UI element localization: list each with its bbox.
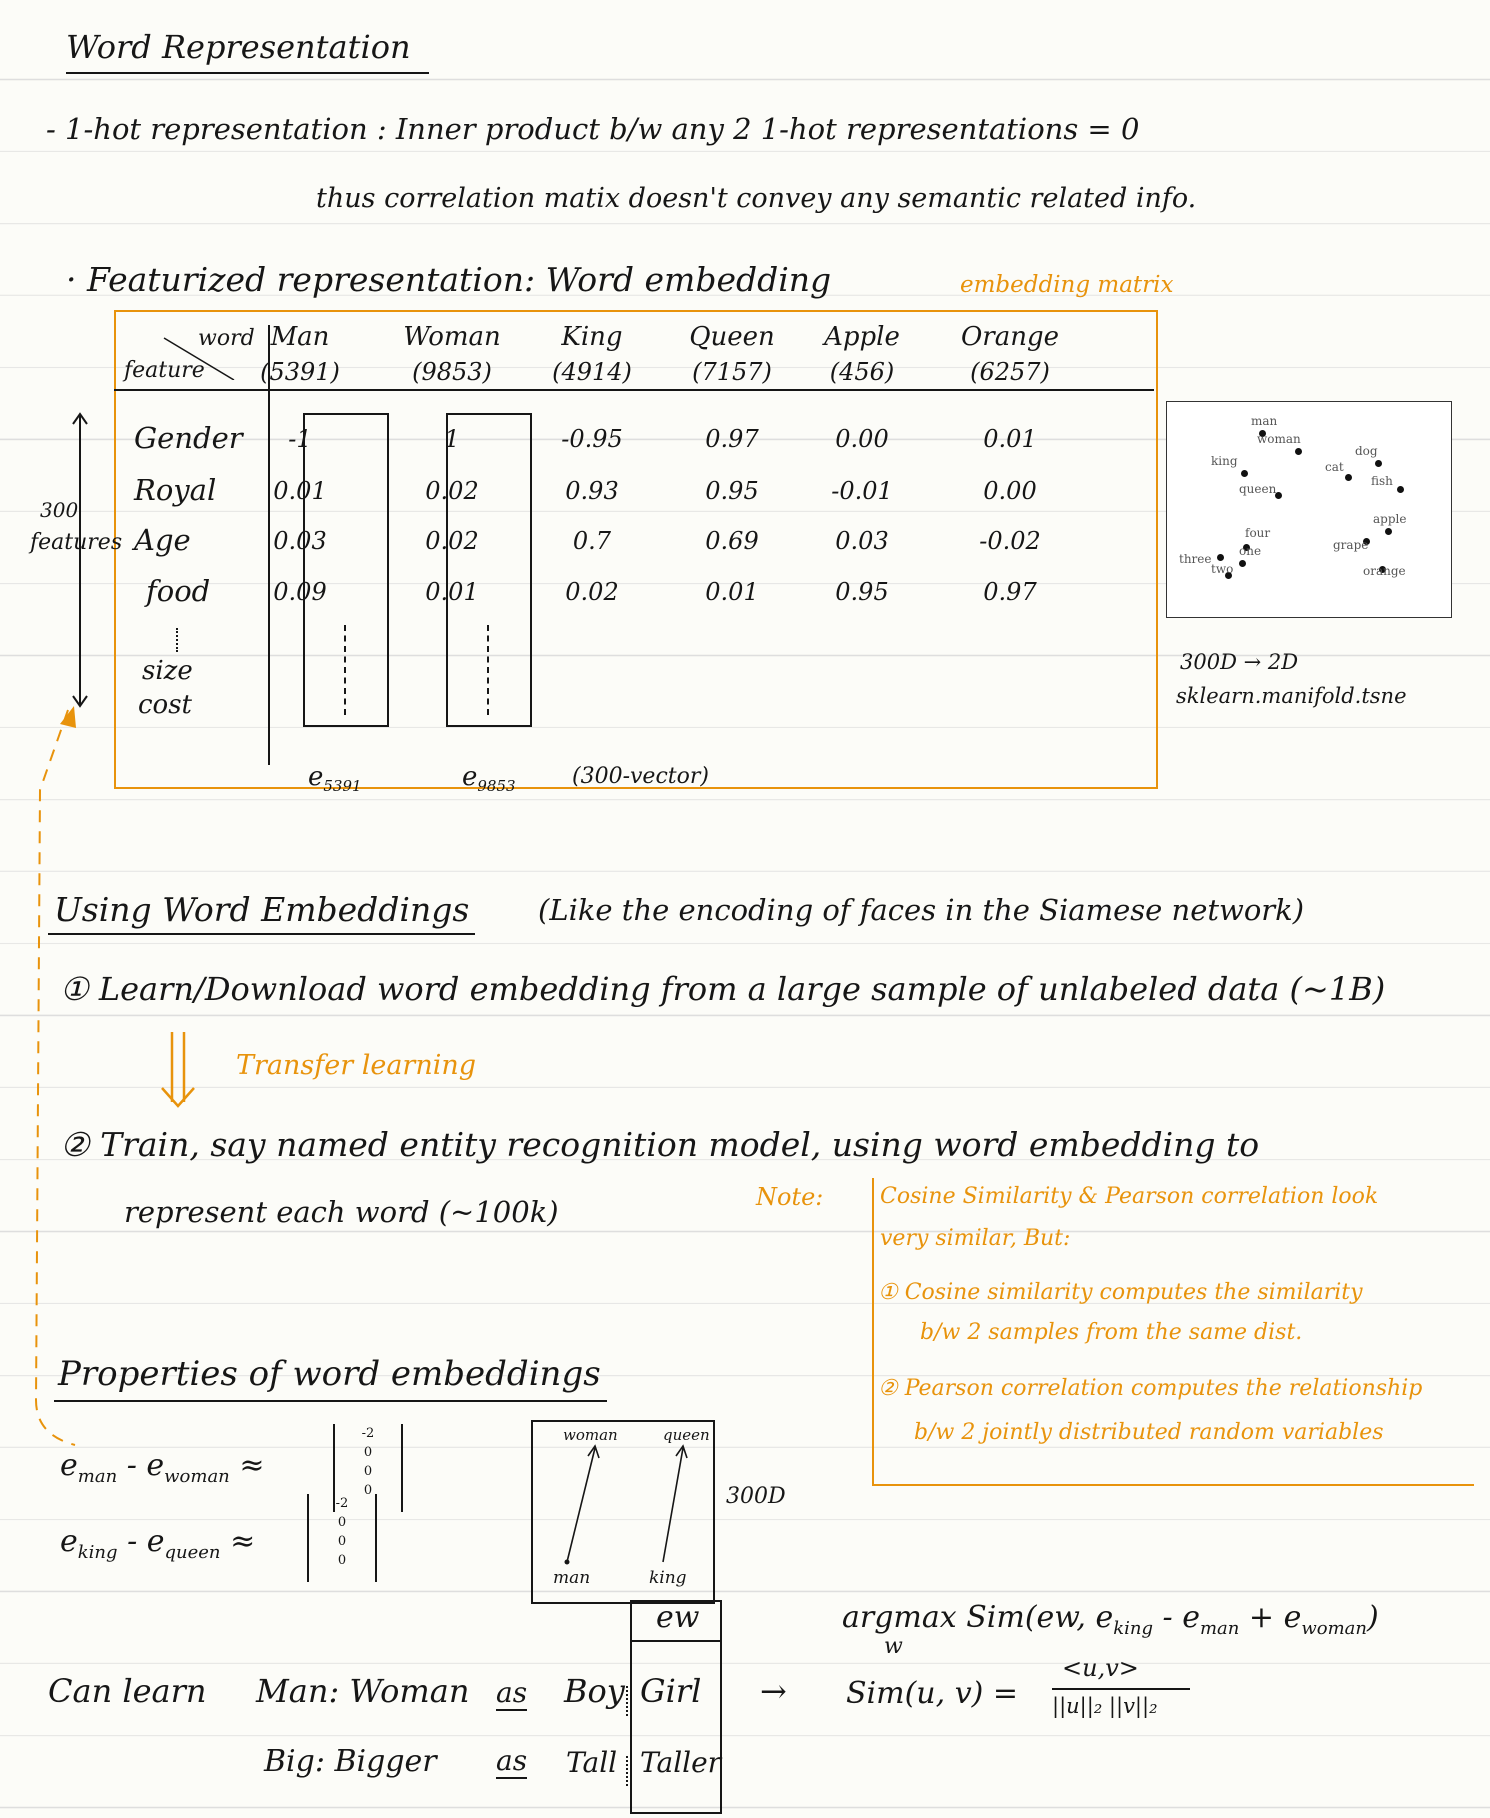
column-header-queen: Queen <box>689 322 775 352</box>
feature-age: Age <box>134 523 191 557</box>
table-cell: 0.03 <box>835 527 889 555</box>
analogy-row2-c: Taller <box>640 1746 722 1779</box>
table-cell: 0.01 <box>273 477 327 505</box>
side-features: features <box>30 530 123 555</box>
tsne-caption-2: sklearn.manifold.tsne <box>1176 684 1407 708</box>
vector-entry: 0 <box>337 1553 347 1568</box>
side-300: 300 <box>40 498 79 522</box>
tsne-plot <box>1166 401 1452 618</box>
man-vector-box <box>303 413 389 727</box>
tsne-point-apple <box>1385 528 1392 535</box>
column-header-woman: Woman <box>403 322 501 352</box>
tsne-label-cat: cat <box>1325 460 1344 474</box>
page-title: Word Representation <box>66 28 429 74</box>
vector-entry: 0 <box>363 1483 373 1498</box>
using-heading-note: (Like the encoding of faces in the Siamese network) <box>538 893 1305 927</box>
vector-2 <box>307 1494 377 1582</box>
column-index-man: (5391) <box>260 358 340 386</box>
column-index-woman: (9853) <box>412 358 492 386</box>
analogy-row1-b: Boy <box>564 1672 625 1710</box>
table-cell: 0.02 <box>565 578 619 606</box>
column-header-man: Man <box>270 322 330 352</box>
table-cell: -0.02 <box>979 527 1041 555</box>
table-cell: 0.02 <box>425 477 479 505</box>
corner-word: word <box>198 326 255 351</box>
tsne-label-queen: queen <box>1239 482 1277 496</box>
diagram-queen: queen <box>663 1426 710 1444</box>
diagram-300d: 300D <box>726 1484 786 1509</box>
e-man-label: $e_{5391}$ <box>308 762 362 796</box>
tsne-point-woman <box>1295 448 1302 455</box>
dashed-link-arrow <box>20 700 90 1460</box>
featurized-heading: · Featurized representation: Word embedding <box>66 260 832 299</box>
sim-denominator: ||u||₂ ||v||₂ <box>1052 1694 1158 1718</box>
transfer-arrow <box>158 1030 198 1108</box>
note-line-4: b/w 2 samples from the same dist. <box>920 1320 1303 1345</box>
column-header-king: King <box>561 322 623 352</box>
tsne-label-woman: woman <box>1257 432 1301 446</box>
corner-feature: feature <box>124 358 205 383</box>
analogy-row2-a: Big: Bigger <box>264 1744 437 1779</box>
embedding-matrix-label: embedding matrix <box>960 272 1174 298</box>
column-index-king: (4914) <box>552 358 632 386</box>
note-line-5: ② Pearson correlation computes the relationship <box>878 1376 1423 1401</box>
table-cell: -0.95 <box>561 425 623 453</box>
transfer-learning: Transfer learning <box>236 1050 477 1081</box>
column-index-queen: (7157) <box>692 358 772 386</box>
vector-entry: 0 <box>337 1534 347 1549</box>
onehot-line-2: thus correlation matix doesn't convey any semantic related info. <box>316 183 1197 214</box>
table-cell: 0.00 <box>983 477 1037 505</box>
argmax-expression: argmax Sim(ew, $e_{king} - e_{man} + e_{woman}$) <box>842 1600 1379 1639</box>
column-header-apple: Apple <box>824 322 900 352</box>
tsne-point-three <box>1217 554 1224 561</box>
arrow-right: → <box>760 1672 787 1710</box>
analogy-row2-as: as <box>496 1744 528 1777</box>
ew-colon-1 <box>626 1686 628 1716</box>
feature-food: food <box>146 574 211 608</box>
ew-label: ew <box>656 1600 700 1635</box>
step-2-line-1: ② Train, say named entity recognition model, using word embedding to <box>60 1125 1260 1164</box>
column-index-apple: (456) <box>829 358 895 386</box>
tsne-label-grape: grape <box>1333 538 1369 552</box>
tsne-label-dog: dog <box>1355 444 1378 458</box>
analogy-diagram <box>531 1420 715 1604</box>
vector-entry: -2 <box>335 1496 349 1511</box>
note-line-1: Cosine Similarity & Pearson correlation look <box>880 1184 1379 1209</box>
tsne-label-one: one <box>1239 544 1262 558</box>
note-line-2: very similar, But: <box>880 1226 1071 1251</box>
properties-heading: Properties of word embeddings <box>54 1354 607 1402</box>
argmax-w: w <box>884 1634 903 1659</box>
tsne-label-orange: orange <box>1363 564 1406 578</box>
column-header-orange: Orange <box>960 322 1060 352</box>
tsne-point-cat <box>1345 474 1352 481</box>
vector-entry: 0 <box>337 1515 347 1530</box>
table-cell: 0.01 <box>705 578 759 606</box>
using-heading: Using Word Embeddings <box>48 890 475 935</box>
analogy-row1-c: Girl <box>640 1672 702 1710</box>
ew-divider <box>630 1640 722 1642</box>
feature-gender: Gender <box>134 421 243 455</box>
man-dashes <box>344 625 346 715</box>
step-2-line-2: represent each word (~100k) <box>124 1195 559 1229</box>
table-cell: 0.01 <box>425 578 479 606</box>
table-cell: 0.69 <box>705 527 759 555</box>
table-cell: 1 <box>444 425 460 453</box>
table-cell: 0.7 <box>572 527 612 555</box>
table-cell: 0.97 <box>705 425 759 453</box>
sim-numerator: <u,v> <box>1062 1654 1139 1682</box>
table-cell: 0.03 <box>273 527 327 555</box>
feature-size: size <box>142 656 193 686</box>
diagram-woman: woman <box>563 1426 618 1444</box>
feature-cost: cost <box>138 690 193 720</box>
tsne-point-king <box>1241 470 1248 477</box>
diagram-man: man <box>553 1568 591 1588</box>
column-index-orange: (6257) <box>970 358 1050 386</box>
note-label: Note: <box>756 1183 824 1211</box>
tsne-label-three: three <box>1179 552 1212 566</box>
vector-entry: 0 <box>363 1445 373 1460</box>
table-cell: 0.02 <box>425 527 479 555</box>
equation-man-woman: $e_{man} - e_{woman}$ ≈ <box>60 1448 265 1487</box>
vector-entry: 0 <box>363 1464 373 1479</box>
woman-dashes <box>487 625 489 715</box>
tsne-point-fish <box>1397 486 1404 493</box>
tsne-point-one <box>1239 560 1246 567</box>
tsne-label-fish: fish <box>1371 474 1393 488</box>
table-cell: 0.01 <box>983 425 1037 453</box>
feature-royal: Royal <box>134 473 217 507</box>
tsne-label-king: king <box>1211 454 1238 468</box>
feature-ellipsis <box>176 628 178 652</box>
table-cell: 0.93 <box>565 477 619 505</box>
analogy-row2-b: Tall <box>566 1746 618 1779</box>
analogy-row1-a: Man: Woman <box>256 1672 470 1710</box>
e-woman-label: $e_{9853}$ <box>462 762 516 796</box>
analogy-row1-as: as <box>496 1676 528 1709</box>
ew-colon-2 <box>626 1756 628 1786</box>
vector-entry: -2 <box>361 1426 375 1441</box>
tsne-label-four: four <box>1245 526 1271 540</box>
step-1: ① Learn/Download word embedding from a large sample of unlabeled data (~1B) <box>60 970 1386 1008</box>
tsne-label-two: two <box>1211 562 1234 576</box>
onehot-line-1: - 1-hot representation : Inner product b/w any 2 1-hot representations = 0 <box>46 112 1140 146</box>
tsne-point-dog <box>1375 460 1382 467</box>
table-cell: -0.01 <box>831 477 893 505</box>
sim-formula: Sim(u, v) = <box>846 1676 1019 1711</box>
diagram-king: king <box>649 1568 687 1588</box>
table-cell: 0.95 <box>705 477 759 505</box>
sim-fraction-bar <box>1052 1688 1190 1690</box>
woman-vector-box <box>446 413 532 727</box>
features-range-arrow <box>70 410 90 710</box>
tsne-label-apple: apple <box>1373 512 1407 526</box>
tsne-caption-1: 300D → 2D <box>1180 650 1299 674</box>
equation-king-queen: $e_{king} - e_{queen}$ ≈ <box>60 1524 256 1563</box>
tsne-label-man: man <box>1251 414 1278 428</box>
table-cell: 0.00 <box>835 425 889 453</box>
header-divider <box>114 389 1154 391</box>
note-line-3: ① Cosine similarity computes the similarity <box>878 1280 1363 1305</box>
table-cell: -1 <box>288 425 312 453</box>
table-cell: 0.97 <box>983 578 1037 606</box>
vector-note: (300-vector) <box>572 764 709 789</box>
table-cell: 0.09 <box>273 578 327 606</box>
table-cell: 0.95 <box>835 578 889 606</box>
note-line-6: b/w 2 jointly distributed random variables <box>914 1420 1384 1445</box>
can-learn: Can learn <box>48 1672 207 1710</box>
